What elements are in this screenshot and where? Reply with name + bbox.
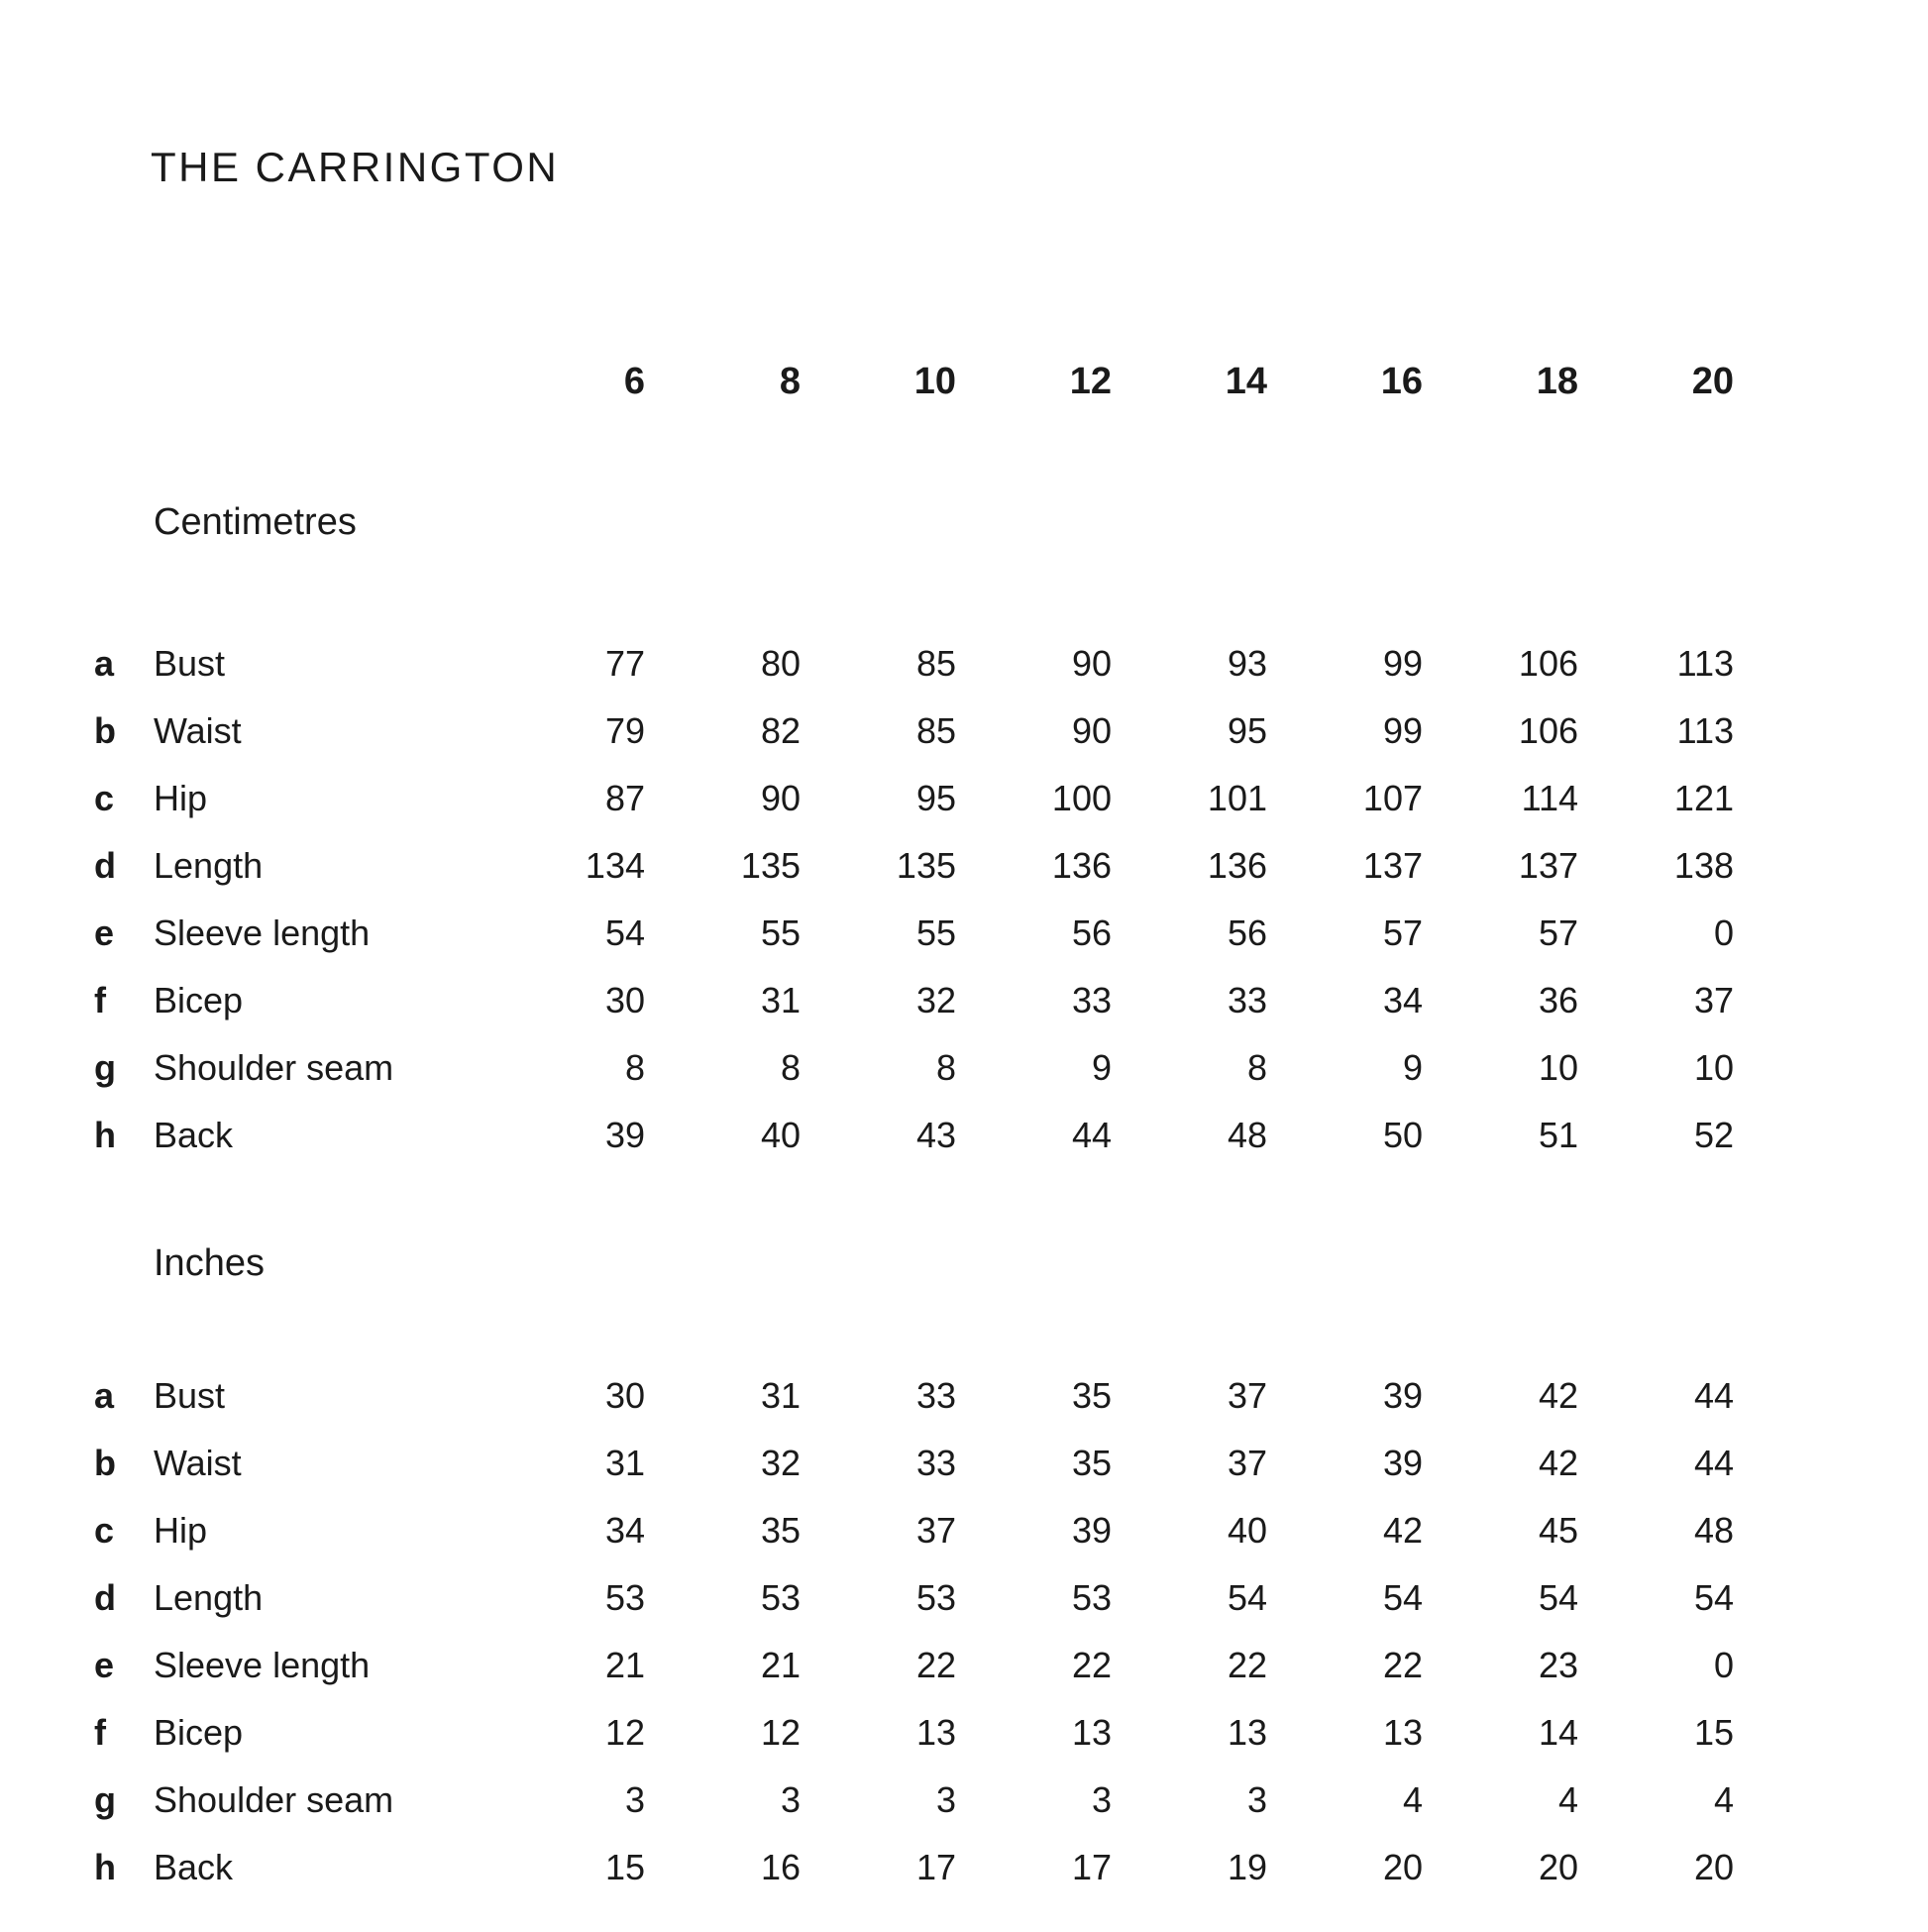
size-value: 20 [1693, 1847, 1734, 1887]
size-value: 44 [1071, 1115, 1112, 1155]
row-label: Length [154, 1577, 264, 1618]
size-value: 12 [604, 1712, 645, 1753]
row-label: Bust [154, 1375, 226, 1416]
size-value: 113 [1676, 710, 1734, 751]
size-value: 36 [1538, 980, 1578, 1020]
size-value: 113 [1676, 643, 1734, 684]
size-value: 56 [1071, 912, 1112, 953]
size-value: 43 [915, 1115, 956, 1155]
table-row [94, 1362, 1734, 1430]
size-value: 3 [624, 1779, 645, 1820]
size-value: 44 [1693, 1375, 1734, 1416]
table-row [94, 1497, 1734, 1564]
size-value: 31 [604, 1443, 645, 1483]
size-value: 54 [604, 912, 645, 953]
size-value: 3 [780, 1779, 801, 1820]
row-key: e [94, 1645, 115, 1685]
size-value: 20 [1382, 1847, 1423, 1887]
size-value: 22 [1071, 1645, 1112, 1685]
row-key: e [94, 912, 115, 953]
size-value: 4 [1713, 1779, 1734, 1820]
size-value: 23 [1538, 1645, 1578, 1685]
size-column-header: 14 [1225, 361, 1267, 402]
table-row [94, 765, 1734, 832]
size-value: 136 [1051, 845, 1112, 886]
size-value: 54 [1227, 1577, 1267, 1618]
size-value: 0 [1713, 1645, 1734, 1685]
size-value: 3 [935, 1779, 956, 1820]
size-value: 35 [1071, 1375, 1112, 1416]
table-row [94, 967, 1734, 1034]
table-row [94, 1699, 1734, 1767]
size-value: 134 [585, 845, 645, 886]
row-key: b [94, 1443, 116, 1483]
section-centimetres [94, 488, 1734, 1169]
size-column-header: 8 [779, 361, 801, 402]
size-value: 34 [1382, 980, 1423, 1020]
row-key: a [94, 643, 115, 684]
row-label: Back [154, 1115, 234, 1155]
row-key: f [94, 980, 106, 1020]
size-column-header: 10 [913, 361, 956, 402]
size-value: 52 [1693, 1115, 1734, 1155]
size-value: 95 [1227, 710, 1267, 751]
size-value: 8 [1246, 1047, 1267, 1088]
size-value: 37 [1227, 1375, 1267, 1416]
size-value: 8 [780, 1047, 801, 1088]
size-value: 53 [1071, 1577, 1112, 1618]
size-value: 54 [1538, 1577, 1578, 1618]
size-value: 99 [1382, 643, 1423, 684]
size-value: 12 [760, 1712, 801, 1753]
size-value: 57 [1538, 912, 1578, 953]
size-chart-table [94, 348, 1734, 1901]
size-value: 3 [1091, 1779, 1112, 1820]
size-value: 53 [604, 1577, 645, 1618]
table-row [94, 900, 1734, 967]
size-value: 37 [1693, 980, 1734, 1020]
table-row [94, 1834, 1734, 1901]
size-value: 80 [760, 643, 801, 684]
size-value: 14 [1538, 1712, 1578, 1753]
size-value: 10 [1538, 1047, 1578, 1088]
size-value: 48 [1693, 1510, 1734, 1551]
size-value: 34 [604, 1510, 645, 1551]
section-label: Centimetres [154, 501, 357, 543]
table-row [94, 1102, 1734, 1169]
row-key: c [94, 778, 115, 818]
size-value: 39 [1071, 1510, 1112, 1551]
size-value: 33 [1071, 980, 1112, 1020]
size-value: 51 [1538, 1115, 1578, 1155]
row-label: Sleeve length [154, 1645, 371, 1685]
size-value: 21 [604, 1645, 645, 1685]
section-heading-row [94, 1230, 1734, 1297]
size-value: 30 [604, 980, 645, 1020]
size-value: 22 [1382, 1645, 1423, 1685]
size-value: 30 [604, 1375, 645, 1416]
size-value: 13 [915, 1712, 956, 1753]
size-value: 19 [1227, 1847, 1267, 1887]
row-key: a [94, 1375, 115, 1416]
size-value: 95 [915, 778, 956, 818]
row-key: c [94, 1510, 115, 1551]
size-value: 8 [624, 1047, 645, 1088]
row-key: h [94, 1115, 116, 1155]
size-value: 85 [915, 643, 956, 684]
size-value: 114 [1521, 778, 1578, 818]
row-label: Waist [154, 1443, 242, 1483]
size-value: 82 [760, 710, 801, 751]
table-row [94, 1430, 1734, 1497]
size-value: 39 [1382, 1443, 1423, 1483]
size-value: 42 [1382, 1510, 1423, 1551]
size-value: 53 [760, 1577, 801, 1618]
size-value: 22 [915, 1645, 956, 1685]
size-value: 106 [1518, 710, 1578, 751]
size-value: 135 [740, 845, 801, 886]
size-column-header: 12 [1069, 361, 1112, 402]
size-value: 53 [915, 1577, 956, 1618]
size-header-row [94, 348, 1734, 415]
size-value: 15 [604, 1847, 645, 1887]
size-value: 56 [1227, 912, 1267, 953]
size-value: 93 [1227, 643, 1267, 684]
page-title: THE CARRINGTON [151, 144, 560, 190]
size-value: 54 [1693, 1577, 1734, 1618]
table-row [94, 1564, 1734, 1632]
size-value: 37 [1227, 1443, 1267, 1483]
row-label: Sleeve length [154, 912, 371, 953]
row-label: Bicep [154, 980, 244, 1020]
size-value: 13 [1382, 1712, 1423, 1753]
size-value: 37 [915, 1510, 956, 1551]
size-value: 55 [760, 912, 801, 953]
section-label: Inches [154, 1242, 265, 1284]
section-rows [94, 1362, 1734, 1901]
row-label: Shoulder seam [154, 1047, 394, 1088]
row-label: Waist [154, 710, 242, 751]
table-row [94, 1034, 1734, 1102]
size-value: 106 [1518, 643, 1578, 684]
size-value: 21 [760, 1645, 801, 1685]
size-value: 4 [1402, 1779, 1423, 1820]
size-value: 50 [1382, 1115, 1423, 1155]
size-value: 9 [1091, 1047, 1112, 1088]
size-value: 16 [760, 1847, 801, 1887]
size-value: 35 [760, 1510, 801, 1551]
size-value: 35 [1071, 1443, 1112, 1483]
size-value: 55 [915, 912, 956, 953]
table-row [94, 698, 1734, 765]
row-key: g [94, 1779, 116, 1820]
size-value: 42 [1538, 1443, 1578, 1483]
size-value: 42 [1538, 1375, 1578, 1416]
size-value: 9 [1402, 1047, 1423, 1088]
size-value: 45 [1538, 1510, 1578, 1551]
size-column-header: 6 [623, 361, 645, 402]
size-value: 22 [1227, 1645, 1267, 1685]
section-inches [94, 1230, 1734, 1901]
size-column-header: 20 [1691, 361, 1734, 402]
size-value: 57 [1382, 912, 1423, 953]
size-value: 87 [604, 778, 645, 818]
row-key: g [94, 1047, 116, 1088]
size-value: 13 [1071, 1712, 1112, 1753]
size-value: 39 [1382, 1375, 1423, 1416]
size-value: 137 [1362, 845, 1423, 886]
row-label: Hip [154, 1510, 208, 1551]
size-value: 32 [760, 1443, 801, 1483]
section-heading-row [94, 488, 1734, 556]
size-value: 85 [915, 710, 956, 751]
row-label: Bust [154, 643, 226, 684]
row-label: Back [154, 1847, 234, 1887]
size-value: 107 [1362, 778, 1423, 818]
size-value: 3 [1246, 1779, 1267, 1820]
size-value: 33 [915, 1375, 956, 1416]
table-row [94, 1632, 1734, 1699]
size-value: 31 [760, 980, 801, 1020]
size-value: 31 [760, 1375, 801, 1416]
size-value: 135 [896, 845, 956, 886]
size-value: 13 [1227, 1712, 1267, 1753]
size-value: 136 [1207, 845, 1267, 886]
row-label: Hip [154, 778, 208, 818]
size-value: 90 [1071, 643, 1112, 684]
size-value: 101 [1207, 778, 1267, 818]
size-value: 17 [1071, 1847, 1112, 1887]
size-value: 54 [1382, 1577, 1423, 1618]
size-value: 15 [1693, 1712, 1734, 1753]
table-row [94, 630, 1734, 698]
row-key: f [94, 1712, 106, 1753]
table-row [94, 832, 1734, 900]
size-value: 121 [1673, 778, 1734, 818]
size-value: 39 [604, 1115, 645, 1155]
size-value: 8 [935, 1047, 956, 1088]
table-row [94, 1767, 1734, 1834]
size-value: 0 [1713, 912, 1734, 953]
row-key: b [94, 710, 116, 751]
size-value: 77 [604, 643, 645, 684]
size-value: 33 [915, 1443, 956, 1483]
size-value: 4 [1557, 1779, 1578, 1820]
row-key: d [94, 845, 116, 886]
size-value: 10 [1693, 1047, 1734, 1088]
section-rows [94, 630, 1734, 1169]
row-label: Shoulder seam [154, 1779, 394, 1820]
size-value: 44 [1693, 1443, 1734, 1483]
row-label: Length [154, 845, 264, 886]
size-value: 17 [915, 1847, 956, 1887]
size-value: 40 [1227, 1510, 1267, 1551]
size-value: 100 [1051, 778, 1112, 818]
row-key: d [94, 1577, 116, 1618]
size-value: 48 [1227, 1115, 1267, 1155]
size-column-header: 18 [1536, 361, 1578, 402]
size-value: 20 [1538, 1847, 1578, 1887]
size-value: 90 [760, 778, 801, 818]
row-key: h [94, 1847, 116, 1887]
row-label: Bicep [154, 1712, 244, 1753]
size-value: 138 [1673, 845, 1734, 886]
size-value: 32 [915, 980, 956, 1020]
size-value: 90 [1071, 710, 1112, 751]
size-column-header: 16 [1380, 361, 1423, 402]
size-value: 40 [760, 1115, 801, 1155]
size-value: 99 [1382, 710, 1423, 751]
size-value: 137 [1518, 845, 1578, 886]
size-value: 79 [604, 710, 645, 751]
size-value: 33 [1227, 980, 1267, 1020]
